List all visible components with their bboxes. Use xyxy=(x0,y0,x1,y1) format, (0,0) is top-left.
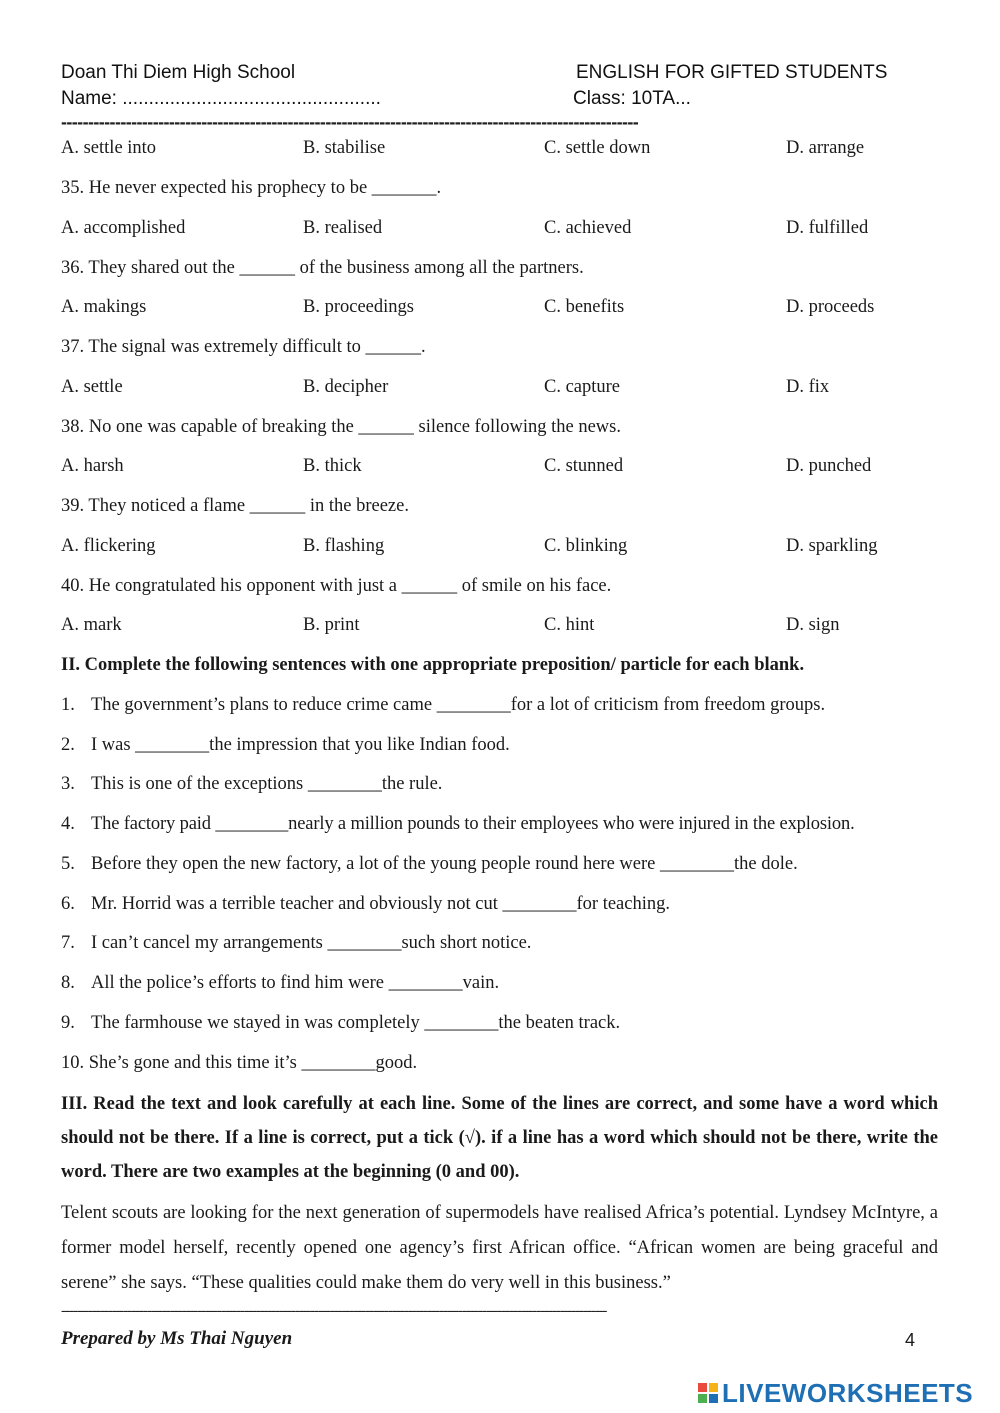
sentence-3: This is one of the exceptions ________the rule. xyxy=(91,774,443,794)
option-a: A. settle into xyxy=(61,138,157,158)
liveworksheets-logo[interactable] xyxy=(698,1378,973,1408)
option-b: B. thick xyxy=(303,456,362,476)
sentence-5: Before they open the new factory, a lot of the young people round here were ________the dole. xyxy=(91,854,798,874)
header-separator: ----------------------------------------------------------------------------------------------------------- xyxy=(61,112,639,132)
option-d: D. sign xyxy=(786,615,840,635)
option-d: D. fix xyxy=(786,377,830,397)
sentence-10: 10. She’s gone and this time it’s ________good. xyxy=(61,1053,418,1073)
item-number: 1. xyxy=(61,695,75,715)
option-d: D. fulfilled xyxy=(786,218,869,238)
liveworksheets-logo-icon xyxy=(698,1381,720,1405)
option-b: B. realised xyxy=(303,218,383,238)
option-c: C. settle down xyxy=(544,138,651,158)
option-a: A. makings xyxy=(61,297,147,317)
sentence-1: The government’s plans to reduce crime came ________for a lot of criticism from freedom groups. xyxy=(91,695,826,715)
section-2-title: II. Complete the following sentences with one appropriate preposition/ particle for each blank. xyxy=(61,655,805,675)
option-a: A. harsh xyxy=(61,456,124,476)
question-37: 37. The signal was extremely difficult to ______. xyxy=(61,337,426,357)
sentence-7: I can’t cancel my arrangements ________such short notice. xyxy=(91,933,532,953)
item-number: 3. xyxy=(61,774,75,794)
option-c: C. capture xyxy=(544,377,621,397)
student-name-field: Name: ................................................. xyxy=(61,88,381,109)
option-c: C. blinking xyxy=(544,536,628,556)
question-38: 38. No one was capable of breaking the ______ silence following the news. xyxy=(61,417,621,437)
option-d: D. sparkling xyxy=(786,536,878,556)
section-3-text: Telent scouts are looking for the next generation of supermodels have realised Africa’s potential. Lyndsey McIntyre, a former model herself, recently opened one agency’s first African office. “African women are being graceful and serene” she says. “These qualities could make them do very well in this business.” xyxy=(61,1203,938,1293)
item-number: 4. xyxy=(61,814,75,834)
brand-name: LIVEWORKSHEETS xyxy=(722,1377,974,1408)
section-3-instructions: III. Read the text and look carefully at each line. Some of the lines are correct, and some have a word which should not be there. If a line is correct, put a tick (√). if a line has a word which should not be there, write the word. There are two examples at the beginning (0 and 00). xyxy=(61,1094,938,1182)
option-a: A. flickering xyxy=(61,536,156,556)
option-a: A. accomplished xyxy=(61,218,186,238)
question-39: 39. They noticed a flame ______ in the breeze. xyxy=(61,496,409,516)
question-35: 35. He never expected his prophecy to be _______. xyxy=(61,178,442,198)
option-d: D. arrange xyxy=(786,138,865,158)
item-number: 2. xyxy=(61,735,75,755)
sentence-9: The farmhouse we stayed in was completely ________the beaten track. xyxy=(91,1013,621,1033)
option-b: B. print xyxy=(303,615,360,635)
option-c: C. benefits xyxy=(544,297,625,317)
sentence-2: I was ________the impression that you like Indian food. xyxy=(91,735,510,755)
option-a: A. mark xyxy=(61,615,122,635)
question-36: 36. They shared out the ______ of the business among all the partners. xyxy=(61,258,584,278)
item-number: 6. xyxy=(61,894,75,914)
option-c: C. hint xyxy=(544,615,595,635)
item-number: 7. xyxy=(61,933,75,953)
course-title: ENGLISH FOR GIFTED STUDENTS xyxy=(576,62,888,83)
item-number: 9. xyxy=(61,1013,75,1033)
prepared-by: Prepared by Ms Thai Nguyen xyxy=(61,1328,293,1349)
item-number: 5. xyxy=(61,854,75,874)
option-b: B. decipher xyxy=(303,377,389,397)
sentence-6: Mr. Horrid was a terrible teacher and obviously not cut ________for teaching. xyxy=(91,894,670,914)
option-b: B. proceedings xyxy=(303,297,414,317)
sentence-8: All the police’s efforts to find him were ________vain. xyxy=(91,973,500,993)
school-name: Doan Thi Diem High School xyxy=(61,62,296,83)
option-c: C. stunned xyxy=(544,456,624,476)
footer-separator: -------------------------------------------------------------------------------------------------------------------------------------------- xyxy=(61,1303,607,1319)
option-a: A. settle xyxy=(61,377,123,397)
option-b: B. flashing xyxy=(303,536,385,556)
question-40: 40. He congratulated his opponent with just a ______ of smile on his face. xyxy=(61,576,612,596)
option-c: C. achieved xyxy=(544,218,632,238)
sentence-4: The factory paid ________nearly a million pounds to their employees who were injured in the explosion. xyxy=(91,814,855,834)
option-d: D. proceeds xyxy=(786,297,875,317)
option-b: B. stabilise xyxy=(303,138,386,158)
class-field: Class: 10TA... xyxy=(573,88,691,109)
option-d: D. punched xyxy=(786,456,872,476)
item-number: 8. xyxy=(61,973,75,993)
page-number: 4 xyxy=(905,1330,916,1350)
